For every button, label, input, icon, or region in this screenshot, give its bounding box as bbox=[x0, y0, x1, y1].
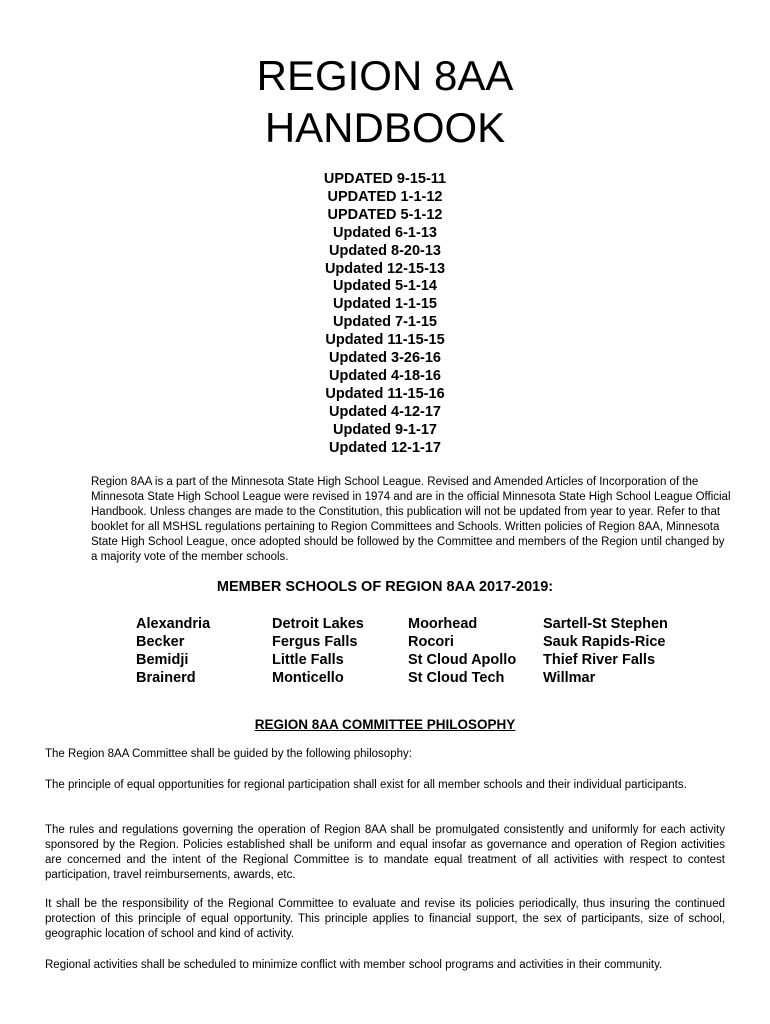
philosophy-heading: REGION 8AA COMMITTEE PHILOSOPHY bbox=[254, 717, 516, 732]
paragraph-text: The Region 8AA Committee shall be guided by the following philosophy: bbox=[45, 748, 412, 760]
update-entry: Updated 6-1-13 bbox=[333, 224, 437, 241]
update-entry: Updated 3-26-16 bbox=[328, 350, 441, 367]
school-column bbox=[408, 615, 516, 687]
school-name: St Cloud Apollo bbox=[408, 652, 517, 668]
school-name: Fergus Falls bbox=[272, 634, 358, 650]
philosophy-paragraph bbox=[45, 778, 725, 793]
update-entry: Updated 7-1-15 bbox=[333, 314, 437, 331]
paragraph-text: The principle of equal opportunities for regional participation shall exist for all member schools and their individual participants. bbox=[45, 779, 687, 791]
school-name: Monticello bbox=[272, 670, 344, 686]
school-column bbox=[272, 615, 364, 687]
update-entry: Updated 1-1-15 bbox=[333, 296, 437, 313]
school-name: Little Falls bbox=[272, 652, 344, 668]
document-title bbox=[0, 50, 770, 154]
school-name: Alexandria bbox=[136, 616, 211, 632]
intro-paragraph: Region 8AA is a part of the Minnesota State High School League. Revised and Amended Articles of Incorporation of the Minnesota State High School League were revised in 1974 and are in the official Minnesota State High School League Official Handbook. Unless changes are made to the Constitution, this publication will not be updated from year to year. Refer to that booklet for all MSHSL regulations pertaining to Region Committees and Schools. Written policies of Region 8AA, Minnesota State High School League, once adopted should be followed by the Committee and members of the Region until changed by a majority vote of the member schools. bbox=[91, 476, 731, 563]
philosophy-paragraph bbox=[45, 747, 725, 762]
title-line-2: HANDBOOK bbox=[264, 104, 506, 151]
philosophy-paragraph bbox=[45, 958, 725, 973]
update-entry: Updated 8-20-13 bbox=[328, 242, 441, 259]
philosophy-paragraph bbox=[45, 823, 725, 883]
update-entry: Updated 4-18-16 bbox=[328, 367, 441, 384]
update-entry: UPDATED 9-15-11 bbox=[323, 171, 447, 187]
update-entry: Updated 11-15-15 bbox=[325, 332, 445, 349]
school-name: Moorhead bbox=[408, 616, 478, 632]
update-entry: Updated 5-1-14 bbox=[333, 278, 437, 295]
update-entry: Updated 4-12-17 bbox=[328, 403, 441, 420]
update-entry: Updated 12-1-17 bbox=[328, 439, 441, 456]
school-name: Brainerd bbox=[136, 670, 196, 686]
school-name: Bemidji bbox=[136, 652, 189, 668]
update-entry: Updated 11-15-16 bbox=[325, 385, 445, 402]
school-name: Sartell-St Stephen bbox=[543, 616, 668, 632]
school-name: Sauk Rapids-Rice bbox=[543, 634, 666, 650]
paragraph-text: It shall be the responsibility of the Regional Committee to evaluate and revise its policies periodically, thus insuring the continued protection of this principle of equal opportunity. This principle applies to financial support, the sex of participants, size of school, geographic location of school and kind of activity. bbox=[45, 898, 725, 940]
school-name: St Cloud Tech bbox=[408, 670, 505, 686]
school-column bbox=[543, 615, 668, 687]
update-entry: UPDATED 1-1-12 bbox=[327, 188, 443, 205]
update-entry: Updated 9-1-17 bbox=[333, 421, 437, 438]
update-history bbox=[0, 171, 770, 458]
school-name: Detroit Lakes bbox=[272, 616, 364, 632]
title-line-1: REGION 8AA bbox=[256, 52, 514, 99]
school-column bbox=[136, 615, 210, 687]
paragraph-text: The rules and regulations governing the operation of Region 8AA shall be promulgated consistently and uniformly for each activity sponsored by the Region. Policies established shall be uniform and equal insofar as governance and operation of Region activities are concerned and the intent of the Regional Committee is to mandate equal treatment of all activities with respect to contest participation, travel reimbursements, awards, etc. bbox=[45, 824, 725, 881]
update-entry: Updated 12-15-13 bbox=[324, 260, 446, 277]
school-name: Becker bbox=[136, 634, 185, 650]
philosophy-paragraph bbox=[45, 897, 725, 942]
school-name: Rocori bbox=[408, 634, 454, 650]
update-entry: UPDATED 5-1-12 bbox=[327, 206, 443, 223]
school-name: Thief River Falls bbox=[543, 652, 656, 668]
member-schools-heading: MEMBER SCHOOLS OF REGION 8AA 2017-2019: bbox=[216, 579, 554, 595]
school-name: Willmar bbox=[543, 670, 596, 686]
paragraph-text: Regional activities shall be scheduled to minimize conflict with member school programs and activities in their community. bbox=[45, 959, 663, 971]
